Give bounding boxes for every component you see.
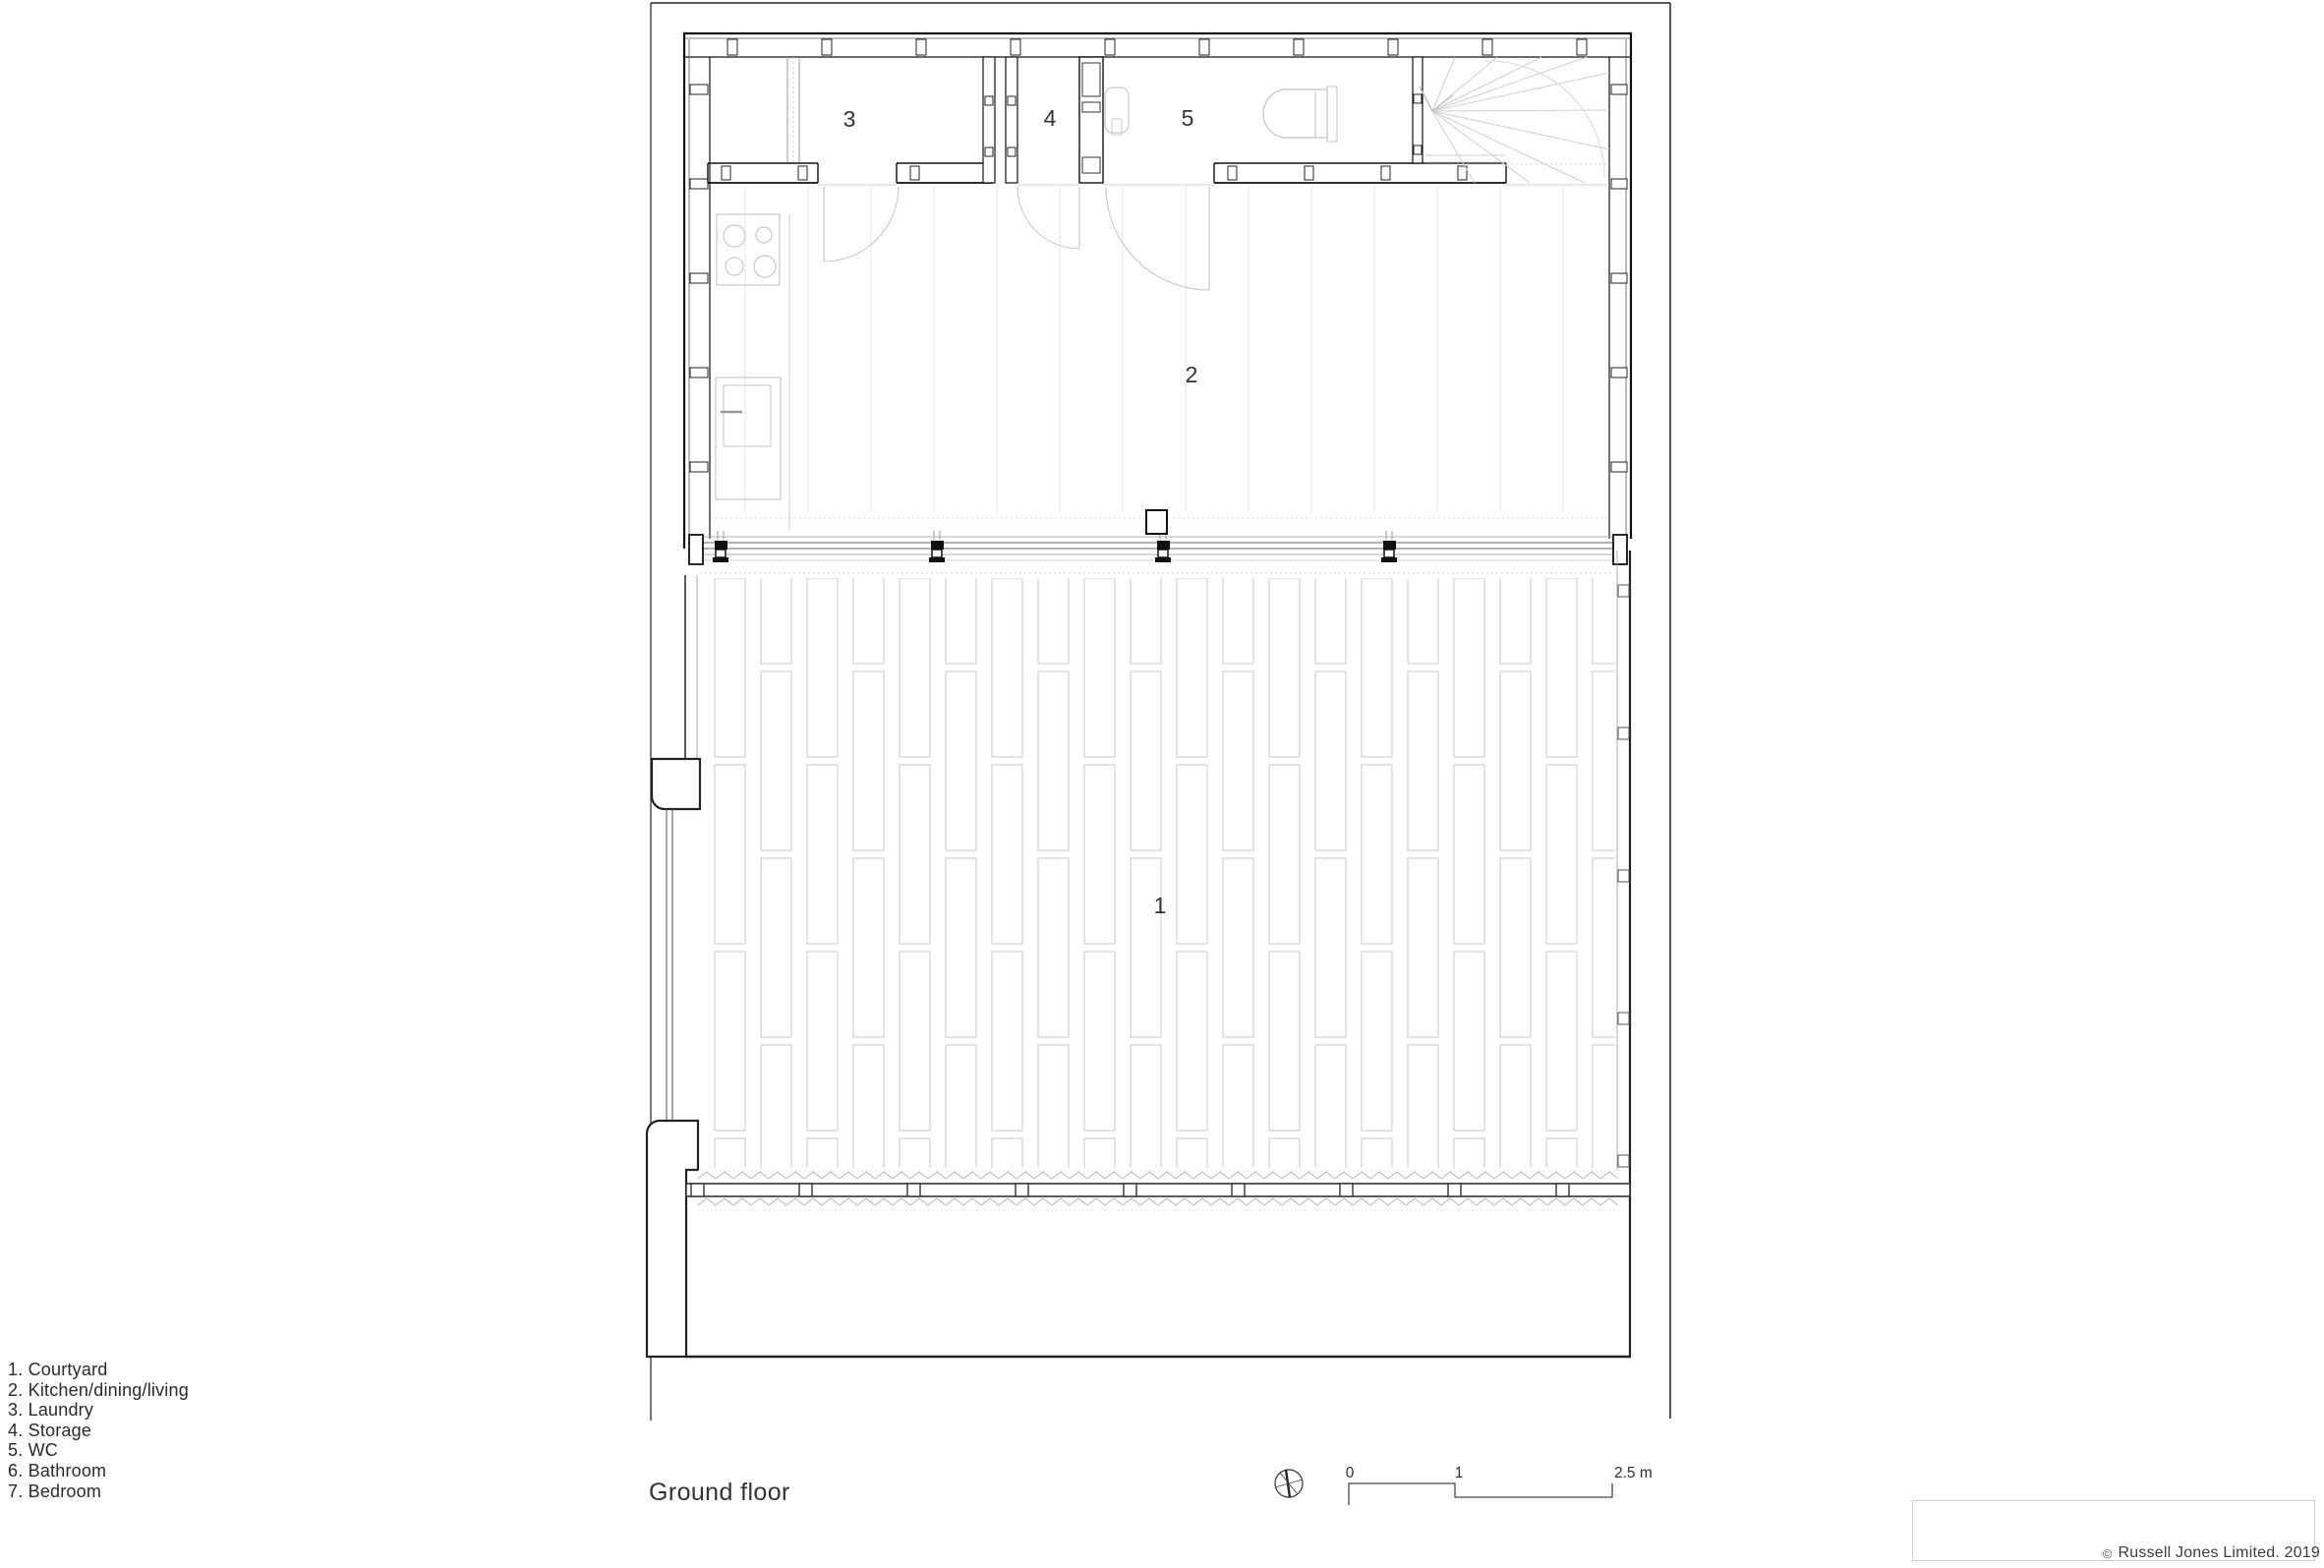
legend-item-kitchen: 2. Kitchen/dining/living [8,1379,189,1400]
room-label-laundry: 3 [842,106,856,132]
scale-bar-line [1349,1483,1612,1505]
room-label-storage: 4 [1043,105,1057,131]
room-legend [8,1360,189,1501]
scale-label-max: 2.5 m [1614,1465,1653,1481]
scale-bar [1346,1465,1653,1505]
copyright-text: Russell Jones Limited. 2019 [2118,1544,2320,1561]
copyright-note [2103,1544,2320,1562]
page-title: Ground floor [649,1479,790,1506]
legend-item-bedroom: 7. Bedroom [8,1481,102,1501]
copyright-icon: © [2102,1546,2113,1561]
legend-item-bathroom: 6. Bathroom [8,1460,107,1481]
legend-item-courtyard: 1. Courtyard [8,1360,108,1379]
plan-linework [647,3,1670,1421]
room-label-wc: 5 [1181,105,1194,131]
north-arrow-icon [1275,1470,1303,1497]
legend-item-laundry: 3. Laundry [8,1400,94,1421]
scale-label-one: 1 [1454,1465,1464,1481]
legend-item-storage: 4. Storage [8,1420,92,1440]
legend-item-wc: 5. WC [8,1440,59,1461]
room-label-kitchen: 2 [1185,362,1198,387]
room-label-courtyard: 1 [1153,893,1167,918]
scale-label-zero: 0 [1345,1465,1355,1481]
